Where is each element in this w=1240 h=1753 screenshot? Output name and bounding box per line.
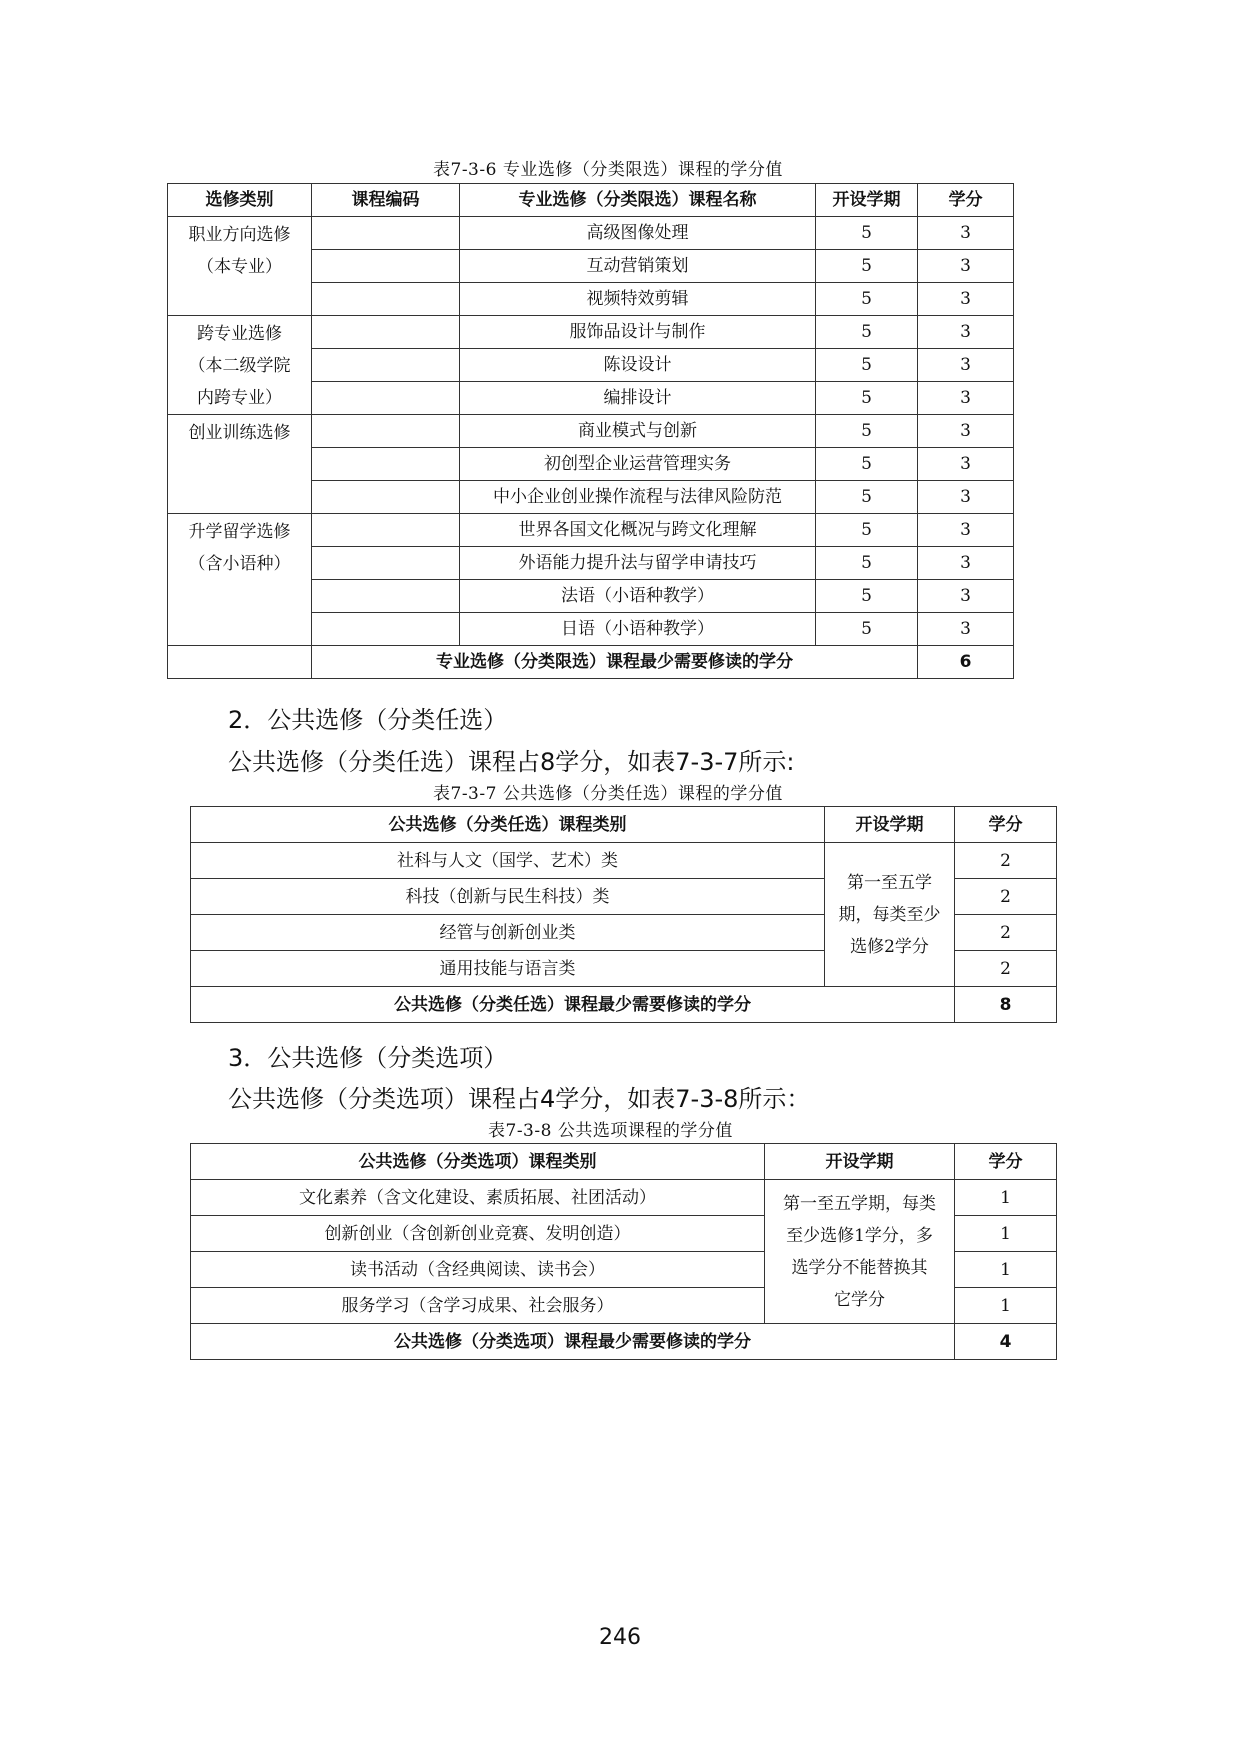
course-name-cell: 高级图像处理 <box>460 217 816 250</box>
table1-header-cell: 开设学期 <box>816 184 918 217</box>
table1-total-row <box>168 646 1014 679</box>
table1-header-cell: 课程编码 <box>312 184 460 217</box>
category-name-cell: 科技（创新与民生科技）类 <box>191 879 825 915</box>
table1-body <box>168 184 1014 679</box>
table1-caption: 表7-3-6 专业选修（分类限选）课程的学分值 <box>433 160 783 180</box>
total-value-cell: 4 <box>955 1324 1057 1360</box>
course-code-cell <box>312 349 460 382</box>
course-name-cell: 世界各国文化概况与跨文化理解 <box>460 514 816 547</box>
table3 <box>190 1143 1057 1360</box>
term-line: 选学分不能替换其 <box>791 1257 928 1278</box>
category-name-cell: 通用技能与语言类 <box>191 951 825 987</box>
term-cell: 5 <box>816 415 918 448</box>
page-number: 246 <box>599 1625 641 1650</box>
category-cell <box>168 316 312 415</box>
table2-header-cell: 开设学期 <box>825 807 955 843</box>
credit-cell: 3 <box>918 382 1014 415</box>
term-cell: 5 <box>816 316 918 349</box>
table3-caption: 表7-3-8 公共选项课程的学分值 <box>488 1121 733 1141</box>
course-name-cell: 中小企业创业操作流程与法律风险防范 <box>460 481 816 514</box>
table1-header-cell: 学分 <box>918 184 1014 217</box>
course-code-cell <box>312 415 460 448</box>
course-name-cell: 陈设设计 <box>460 349 816 382</box>
term-line: 期，每类至少 <box>838 904 941 925</box>
section2-text: 公共选修（分类任选）课程占8学分，如表7-3-7所示: <box>228 748 795 776</box>
term-line: 第一至五学 <box>847 872 932 893</box>
credit-cell: 1 <box>955 1252 1057 1288</box>
course-name-cell: 视频特效剪辑 <box>460 283 816 316</box>
credit-cell: 3 <box>918 217 1014 250</box>
term-cell: 5 <box>816 349 918 382</box>
table2 <box>190 806 1057 1023</box>
table-row <box>191 1180 1057 1216</box>
table-row <box>168 217 1014 250</box>
credit-cell: 3 <box>918 481 1014 514</box>
term-cell: 5 <box>816 448 918 481</box>
course-code-cell <box>312 547 460 580</box>
table3-header-row <box>191 1144 1057 1180</box>
table3-body <box>191 1144 1057 1360</box>
credit-cell: 3 <box>918 448 1014 481</box>
table1-header-row <box>168 184 1014 217</box>
category-cell <box>168 217 312 316</box>
course-code-cell <box>312 382 460 415</box>
term-cell: 5 <box>816 613 918 646</box>
term-cell <box>825 843 955 987</box>
course-name-cell: 编排设计 <box>460 382 816 415</box>
table3-total-row <box>191 1324 1057 1360</box>
course-code-cell <box>312 580 460 613</box>
course-name-cell: 商业模式与创新 <box>460 415 816 448</box>
credit-cell: 2 <box>955 915 1057 951</box>
term-line: 至少选修1学分，多 <box>786 1225 933 1246</box>
category-line: 升学留学选修 <box>188 522 291 542</box>
table3-header-cell: 公共选修（分类选项）课程类别 <box>191 1144 765 1180</box>
category-name-cell: 读书活动（含经典阅读、读书会） <box>191 1252 765 1288</box>
category-name-cell: 服务学习（含学习成果、社会服务） <box>191 1288 765 1324</box>
category-name-cell: 社科与人文（国学、艺术）类 <box>191 843 825 879</box>
course-code-cell <box>312 250 460 283</box>
credit-cell: 2 <box>955 879 1057 915</box>
category-line: 内跨专业） <box>197 388 282 408</box>
table3-header-cell: 学分 <box>955 1144 1057 1180</box>
term-line: 它学分 <box>834 1289 885 1310</box>
term-cell: 5 <box>816 547 918 580</box>
table-row <box>191 843 1057 879</box>
term-cell: 5 <box>816 283 918 316</box>
term-cell: 5 <box>816 514 918 547</box>
category-line: 跨专业选修 <box>197 324 282 344</box>
term-cell: 5 <box>816 217 918 250</box>
credit-cell: 3 <box>918 580 1014 613</box>
table1-header-cell: 选修类别 <box>168 184 312 217</box>
credit-cell: 1 <box>955 1216 1057 1252</box>
total-empty-cell <box>168 646 312 679</box>
course-code-cell <box>312 316 460 349</box>
credit-cell: 3 <box>918 349 1014 382</box>
course-code-cell <box>312 481 460 514</box>
term-cell: 5 <box>816 481 918 514</box>
table-row <box>168 514 1014 547</box>
credit-cell: 3 <box>918 514 1014 547</box>
table-row <box>168 415 1014 448</box>
category-cell <box>168 514 312 646</box>
total-label-cell: 公共选修（分类选项）课程最少需要修读的学分 <box>191 1324 955 1360</box>
course-code-cell <box>312 613 460 646</box>
term-cell <box>765 1180 955 1324</box>
credit-cell: 2 <box>955 951 1057 987</box>
category-line: （含小语种） <box>188 554 291 574</box>
course-name-cell: 日语（小语种教学） <box>460 613 816 646</box>
term-cell: 5 <box>816 580 918 613</box>
category-line: 职业方向选修 <box>188 225 291 245</box>
credit-cell: 3 <box>918 415 1014 448</box>
table2-caption: 表7-3-7 公共选修（分类任选）课程的学分值 <box>433 784 783 804</box>
course-code-cell <box>312 448 460 481</box>
course-name-cell: 初创型企业运营管理实务 <box>460 448 816 481</box>
course-name-cell: 法语（小语种教学） <box>460 580 816 613</box>
credit-cell: 3 <box>918 316 1014 349</box>
total-value-cell: 6 <box>918 646 1014 679</box>
section2-heading: 2．公共选修（分类任选） <box>228 706 508 734</box>
course-name-cell: 互动营销策划 <box>460 250 816 283</box>
section3-heading: 3．公共选修（分类选项） <box>228 1044 508 1072</box>
credit-cell: 3 <box>918 283 1014 316</box>
course-code-cell <box>312 283 460 316</box>
table-row <box>168 316 1014 349</box>
credit-cell: 1 <box>955 1288 1057 1324</box>
table2-header-cell: 公共选修（分类任选）课程类别 <box>191 807 825 843</box>
total-label-cell: 公共选修（分类任选）课程最少需要修读的学分 <box>191 987 955 1023</box>
category-line: （本二级学院 <box>188 356 291 376</box>
term-cell: 5 <box>816 382 918 415</box>
term-line: 第一至五学期，每类 <box>783 1193 936 1214</box>
total-label-cell: 专业选修（分类限选）课程最少需要修读的学分 <box>312 646 918 679</box>
category-name-cell: 创新创业（含创新创业竞赛、发明创造） <box>191 1216 765 1252</box>
category-name-cell: 文化素养（含文化建设、素质拓展、社团活动） <box>191 1180 765 1216</box>
credit-cell: 3 <box>918 613 1014 646</box>
category-cell <box>168 415 312 514</box>
total-value-cell: 8 <box>955 987 1057 1023</box>
course-code-cell <box>312 217 460 250</box>
credit-cell: 3 <box>918 547 1014 580</box>
term-line: 选修2学分 <box>850 936 929 957</box>
course-code-cell <box>312 514 460 547</box>
credit-cell: 3 <box>918 250 1014 283</box>
table2-body <box>191 807 1057 1023</box>
table1-header-cell: 专业选修（分类限选）课程名称 <box>460 184 816 217</box>
course-name-cell: 外语能力提升法与留学申请技巧 <box>460 547 816 580</box>
section3-text: 公共选修（分类选项）课程占4学分，如表7-3-8所示： <box>228 1085 811 1113</box>
table2-header-cell: 学分 <box>955 807 1057 843</box>
category-line: （本专业） <box>197 257 282 277</box>
category-name-cell: 经管与创新创业类 <box>191 915 825 951</box>
table3-header-cell: 开设学期 <box>765 1144 955 1180</box>
table1 <box>167 183 1014 679</box>
credit-cell: 2 <box>955 843 1057 879</box>
table2-total-row <box>191 987 1057 1023</box>
category-line: 创业训练选修 <box>188 423 291 443</box>
credit-cell: 1 <box>955 1180 1057 1216</box>
table2-header-row <box>191 807 1057 843</box>
course-name-cell: 服饰品设计与制作 <box>460 316 816 349</box>
term-cell: 5 <box>816 250 918 283</box>
